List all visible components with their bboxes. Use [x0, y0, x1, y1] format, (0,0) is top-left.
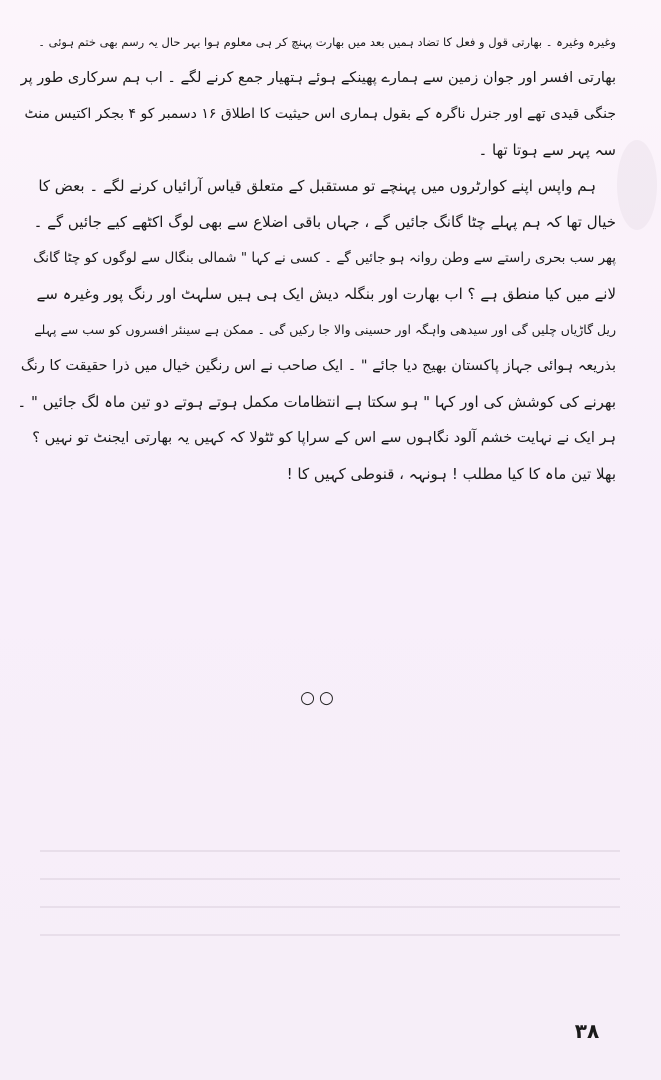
- text-line: خیال تھا کہ ہم پہلے چٹا گانگ جائیں گے ، جہاں باقی اضلاع سے بھی لوگ اکٹھے کیے جائیں گے ۔: [33, 213, 616, 231]
- body-text: [16, 24, 616, 492]
- page-number: ۳۸: [574, 1019, 600, 1043]
- text-line: سہ پہر سے ہوتا تھا ۔: [478, 141, 616, 159]
- text-line: بھرنے کی کوشش کی اور کہا " ہو سکتا ہے انتظامات مکمل ہوتے ہوتے دو تین ماہ لگ جائیں " ۔: [17, 393, 616, 411]
- text-line: بھارتی افسر اور جوان زمین سے ہمارے پھینکے ہوئے ہتھیار جمع کرنے لگے ۔ اب ہم سرکاری طور پر: [20, 70, 616, 86]
- text-line: بھلا تین ماہ کا کیا مطلب ! ہونہہ ، قنوطی کہیں کا !: [286, 465, 616, 483]
- text-line: وغیرہ وغیرہ ۔ بھارتی قول و فعل کا تضاد ہمیں بعد میں بھارت پہنچ کر ہی معلوم ہوا بہر حال یہ رسم بھی ختم ہوئی ۔: [38, 35, 616, 49]
- paper-stain: [617, 140, 657, 230]
- section-separator: ○○: [300, 688, 338, 708]
- text-line: ریل گاڑیاں چلیں گی اور سیدھی واہگہ اور حسینی والا جا رکیں گی ۔ ممکن ہے سینئر افسروں کو سب سے پہلے: [34, 322, 616, 337]
- show-through-text: [40, 850, 620, 970]
- text-line: ہر ایک نے نہایت خشم آلود نگاہوں سے اس کے سراپا کو ٹٹولا کہ کہیں یہ بھارتی ایجنٹ تو نہیں ؟: [32, 430, 616, 446]
- paragraph: [16, 168, 616, 492]
- text-line: ہم واپس اپنے کوارٹروں میں پہنچے تو مستقبل کے متعلق قیاس آرائیاں کرنے لگے ۔ بعض کا: [38, 177, 596, 195]
- text-line: پھر سب بحری راستے سے وطن روانہ ہو جائیں گے ۔ کسی نے کہا " شمالی بنگال سے لوگوں کو چٹا گانگ: [33, 250, 616, 266]
- text-line: لانے میں کیا منطق ہے ؟ اب بھارت اور بنگلہ دیش ایک ہی ہیں سلہٹ اور رنگ پور وغیرہ سے: [36, 285, 616, 303]
- text-line: جنگی قیدی تھے اور جنرل ناگرہ کے بقول ہماری اس حیثیت کا اطلاق ۱۶ دسمبر کو ۴ بجکر اکتیس منٹ: [24, 106, 616, 122]
- text-line: بذریعہ ہوائی جہاز پاکستان بھیج دیا جائے " ۔ ایک صاحب نے اس رنگین خیال میں ذرا حقیقت کا رنگ: [20, 358, 616, 374]
- paragraph: [16, 24, 616, 168]
